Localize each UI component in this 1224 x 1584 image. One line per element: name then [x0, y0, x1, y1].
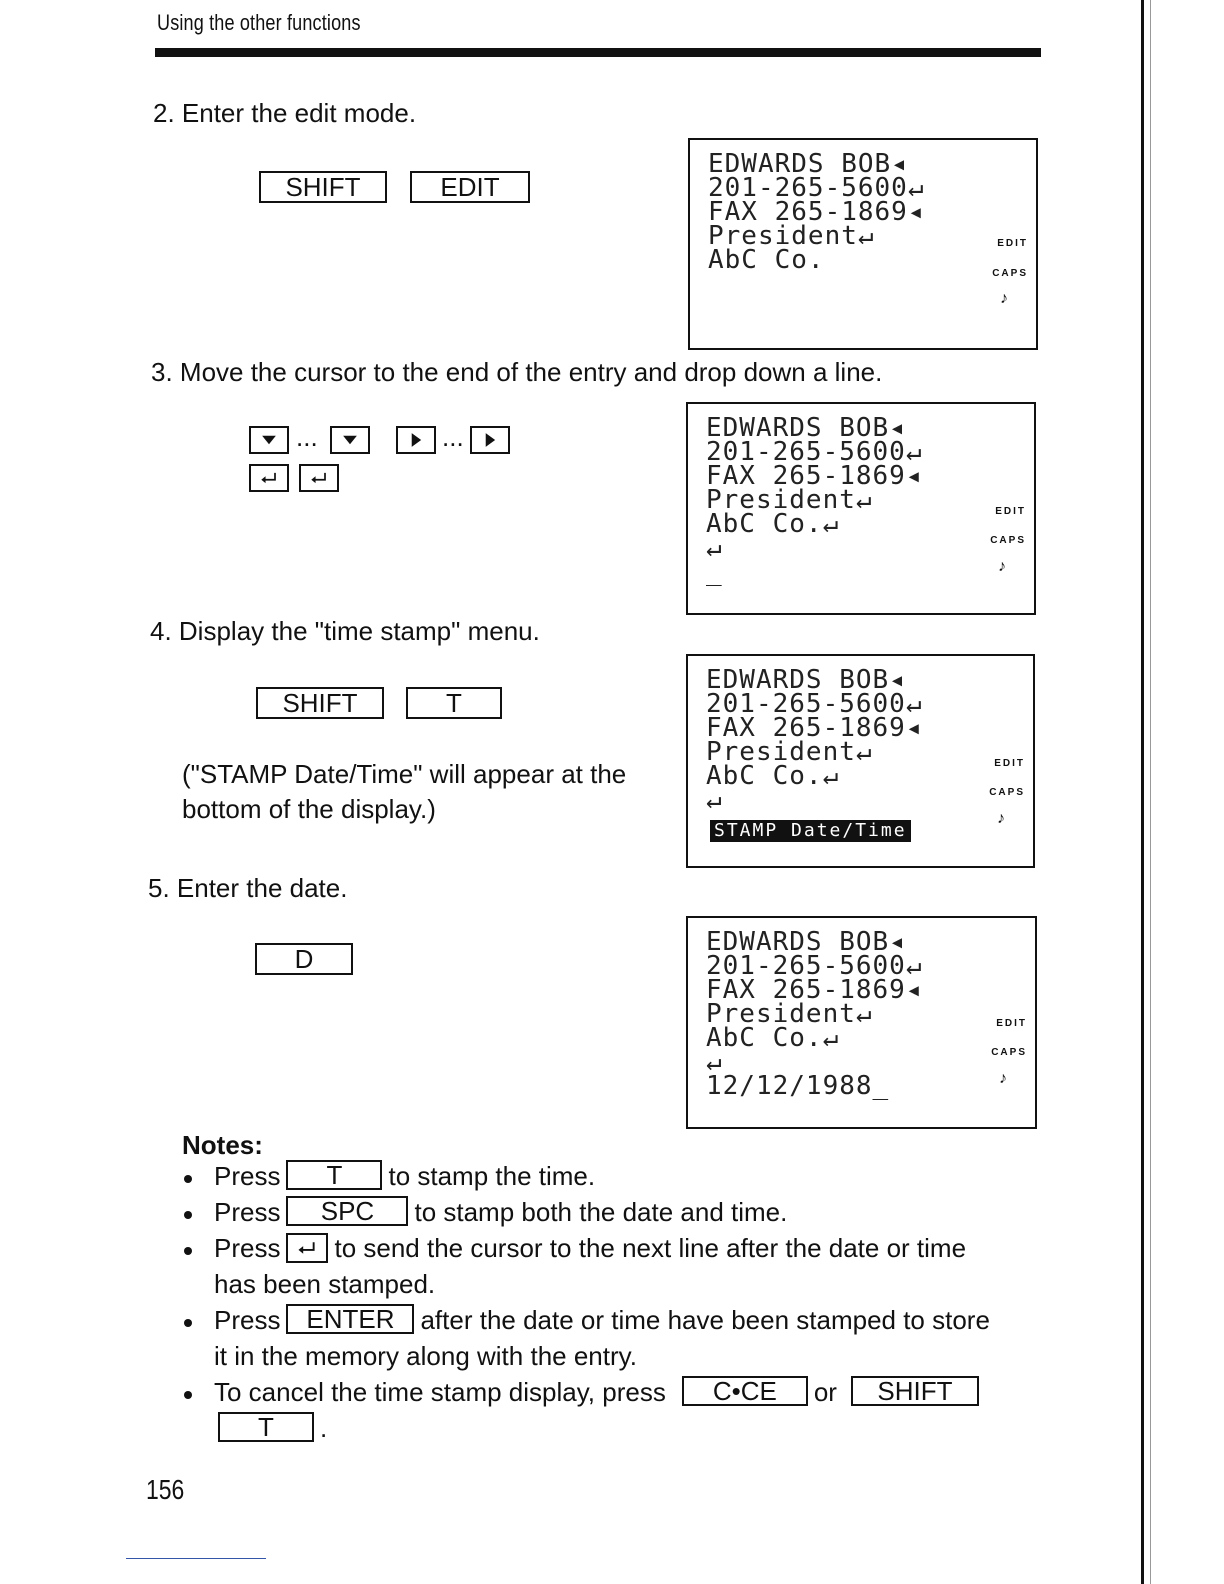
note-text: to stamp the time. — [388, 1161, 596, 1191]
ellipsis: ... — [442, 422, 464, 452]
key-shift: SHIFT — [851, 1376, 979, 1406]
lcd-line: 201-265-5600↵ — [706, 437, 923, 467]
bullet — [184, 1211, 192, 1219]
key-cce: C•CE — [682, 1376, 808, 1406]
step-5-label: 5. Enter the date. — [148, 873, 348, 903]
music-note-icon: ♪ — [1000, 290, 1008, 307]
note-text: after the date or time have been stamped to store — [420, 1305, 990, 1335]
return-key-icon — [286, 1233, 328, 1263]
lcd-line: AbC Co.↵ — [706, 1023, 840, 1053]
page-number: 156 — [146, 1474, 185, 1505]
lcd-line: AbC Co. — [708, 245, 825, 275]
step-4-label: 4. Display the "time stamp" menu. — [150, 616, 540, 646]
key-edit: EDIT — [410, 171, 530, 203]
note-text: . — [320, 1413, 328, 1443]
step-4-note-line-1: ("STAMP Date/Time" will appear at the — [182, 759, 627, 789]
lcd-line: ↵ — [706, 1047, 723, 1077]
caps-indicator: CAPS — [990, 535, 1026, 546]
key-t: T — [286, 1160, 382, 1190]
note-text: Press — [214, 1305, 281, 1335]
note-text: it in the memory along with the entry. — [214, 1341, 637, 1371]
lcd-line: FAX 265-1869◂ — [706, 975, 923, 1005]
note-text: to stamp both the date and time. — [414, 1197, 788, 1227]
key-shift: SHIFT — [256, 687, 384, 719]
lcd-display-3 — [686, 654, 1035, 868]
lcd-line: 201-265-5600↵ — [706, 951, 923, 981]
key-enter: ENTER — [286, 1304, 414, 1334]
edit-indicator: EDIT — [996, 1018, 1027, 1029]
lcd-line: AbC Co.↵ — [706, 509, 840, 539]
bullet — [184, 1175, 192, 1183]
note-text: or — [813, 1377, 837, 1407]
note-item-5 — [214, 1374, 1044, 1446]
music-note-icon: ♪ — [997, 810, 1005, 827]
key-spc: SPC — [286, 1196, 408, 1226]
page-edge-line-thin — [1150, 0, 1151, 1584]
note-text: Press — [214, 1233, 281, 1263]
bullet — [184, 1391, 192, 1399]
note-text: has been stamped. — [214, 1269, 436, 1299]
lcd-line: President↵ — [706, 999, 873, 1029]
lcd-line: ↵ — [706, 785, 723, 815]
lcd-line: EDWARDS BOB◂ — [706, 413, 906, 443]
lcd-line: EDWARDS BOB◂ — [706, 665, 906, 695]
lcd-line: FAX 265-1869◂ — [706, 461, 923, 491]
lcd-cursor-line: _ — [706, 557, 723, 587]
return-key-icon — [249, 464, 289, 492]
lcd-line: AbC Co.↵ — [706, 761, 840, 791]
return-key-icon — [299, 464, 339, 492]
caps-indicator: CAPS — [991, 1047, 1027, 1058]
note-text: Press — [214, 1197, 281, 1227]
edit-indicator: EDIT — [995, 506, 1026, 517]
lcd-display-2 — [686, 402, 1036, 615]
lcd-display-1 — [688, 138, 1038, 350]
edit-indicator: EDIT — [997, 238, 1028, 249]
right-arrow-key-icon — [470, 426, 510, 454]
lcd-line: EDWARDS BOB◂ — [706, 927, 906, 957]
music-note-icon: ♪ — [999, 1070, 1007, 1087]
note-text: Press — [214, 1161, 281, 1191]
caps-indicator: CAPS — [992, 268, 1028, 279]
note-item-3 — [214, 1230, 1044, 1302]
note-item-1 — [214, 1158, 595, 1194]
lcd-line: President↵ — [706, 737, 873, 767]
note-item-4 — [214, 1302, 1044, 1374]
bullet — [184, 1247, 192, 1255]
down-arrow-key-icon — [330, 426, 370, 454]
lcd-display-4 — [686, 916, 1037, 1129]
lcd-line: ↵ — [706, 533, 723, 563]
note-text: To cancel the time stamp display, press — [214, 1377, 666, 1407]
lcd-line: 201-265-5600↵ — [708, 173, 925, 203]
footer-line — [126, 1558, 266, 1559]
lcd-line: President↵ — [706, 485, 873, 515]
key-t: T — [406, 687, 502, 719]
caps-indicator: CAPS — [989, 787, 1025, 798]
header-rule — [155, 48, 1041, 57]
edit-indicator: EDIT — [994, 758, 1025, 769]
music-note-icon: ♪ — [998, 558, 1006, 575]
lcd-line: EDWARDS BOB◂ — [708, 149, 908, 179]
lcd-line: President↵ — [708, 221, 875, 251]
note-item-2 — [214, 1194, 787, 1230]
lcd-line: 201-265-5600↵ — [706, 689, 923, 719]
lcd-date-line: 12/12/1988_ — [706, 1071, 890, 1101]
right-arrow-key-icon — [396, 426, 436, 454]
step-2-label: 2. Enter the edit mode. — [153, 98, 417, 128]
step-3-label: 3. Move the cursor to the end of the entry and drop down a line. — [151, 357, 883, 387]
stamp-menu-bar: STAMP Date/Time — [710, 820, 911, 842]
section-title: Using the other functions — [157, 10, 361, 35]
lcd-line: FAX 265-1869◂ — [708, 197, 925, 227]
key-d: D — [255, 943, 353, 975]
notes-title: Notes: — [182, 1130, 263, 1160]
key-t: T — [218, 1412, 314, 1442]
ellipsis: ... — [296, 422, 318, 452]
key-shift: SHIFT — [259, 171, 387, 203]
bullet — [184, 1319, 192, 1327]
note-text: to send the cursor to the next line after the date or time — [334, 1233, 967, 1263]
lcd-line: FAX 265-1869◂ — [706, 713, 923, 743]
down-arrow-key-icon — [249, 426, 289, 454]
page-edge-line — [1141, 0, 1144, 1584]
step-4-note-line-2: bottom of the display.) — [182, 794, 436, 824]
